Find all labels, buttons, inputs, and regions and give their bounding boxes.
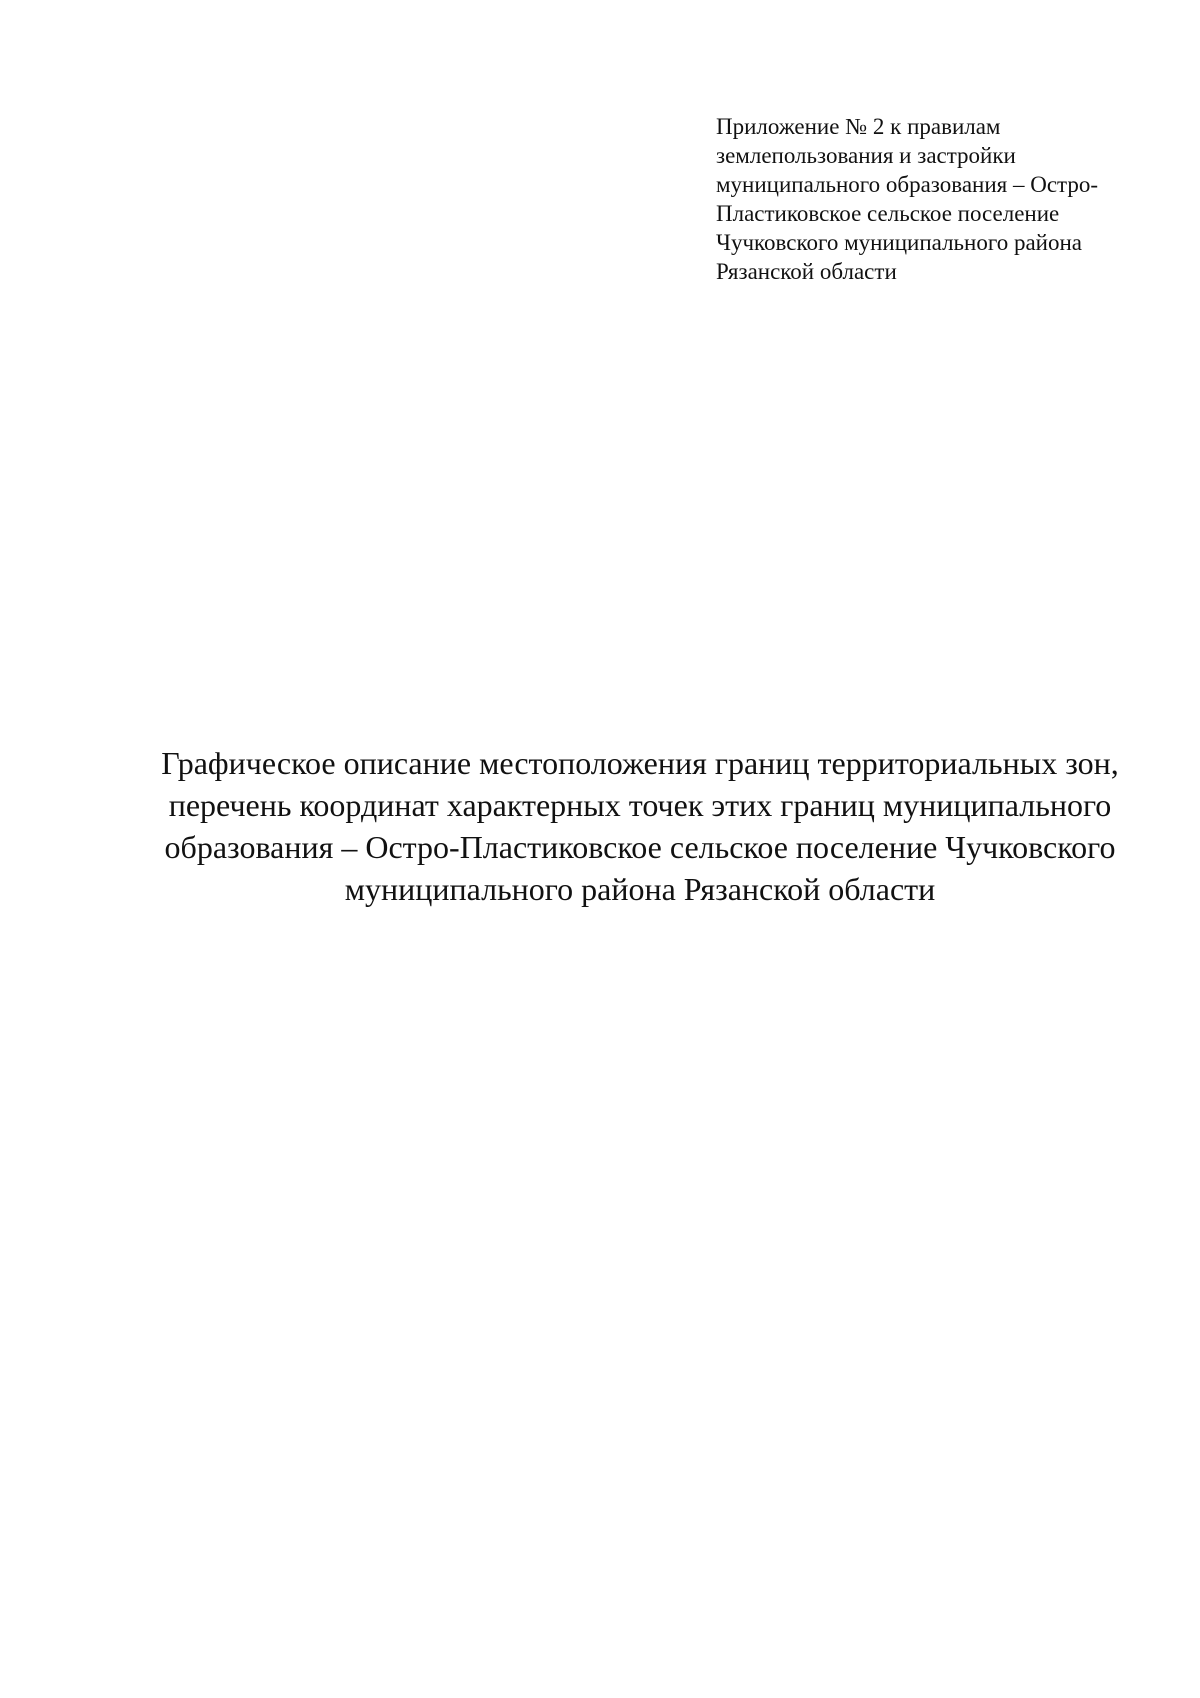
appendix-note-line: Чучковского муниципального района — [716, 230, 1083, 255]
document-title-line: Графическое описание местоположения границ территориальных зон, — [161, 745, 1119, 781]
appendix-note-line: Пластиковское сельское поселение — [716, 201, 1060, 226]
document-title — [120, 742, 1160, 910]
document-title-line: образования – Остро-Пластиковское сельское поселение Чучковского — [164, 829, 1116, 865]
appendix-note-line: муниципального образования – Остро- — [716, 172, 1099, 197]
document-title-line: муниципального района Рязанской области — [344, 871, 936, 907]
appendix-note — [716, 112, 1136, 286]
appendix-note-line: землепользования и застройки — [716, 143, 1016, 168]
document-title-line: перечень координат характерных точек этих границ муниципального — [168, 787, 1112, 823]
appendix-note-line: Рязанской области — [716, 259, 897, 284]
appendix-note-line: Приложение № 2 к правилам — [716, 114, 1001, 139]
